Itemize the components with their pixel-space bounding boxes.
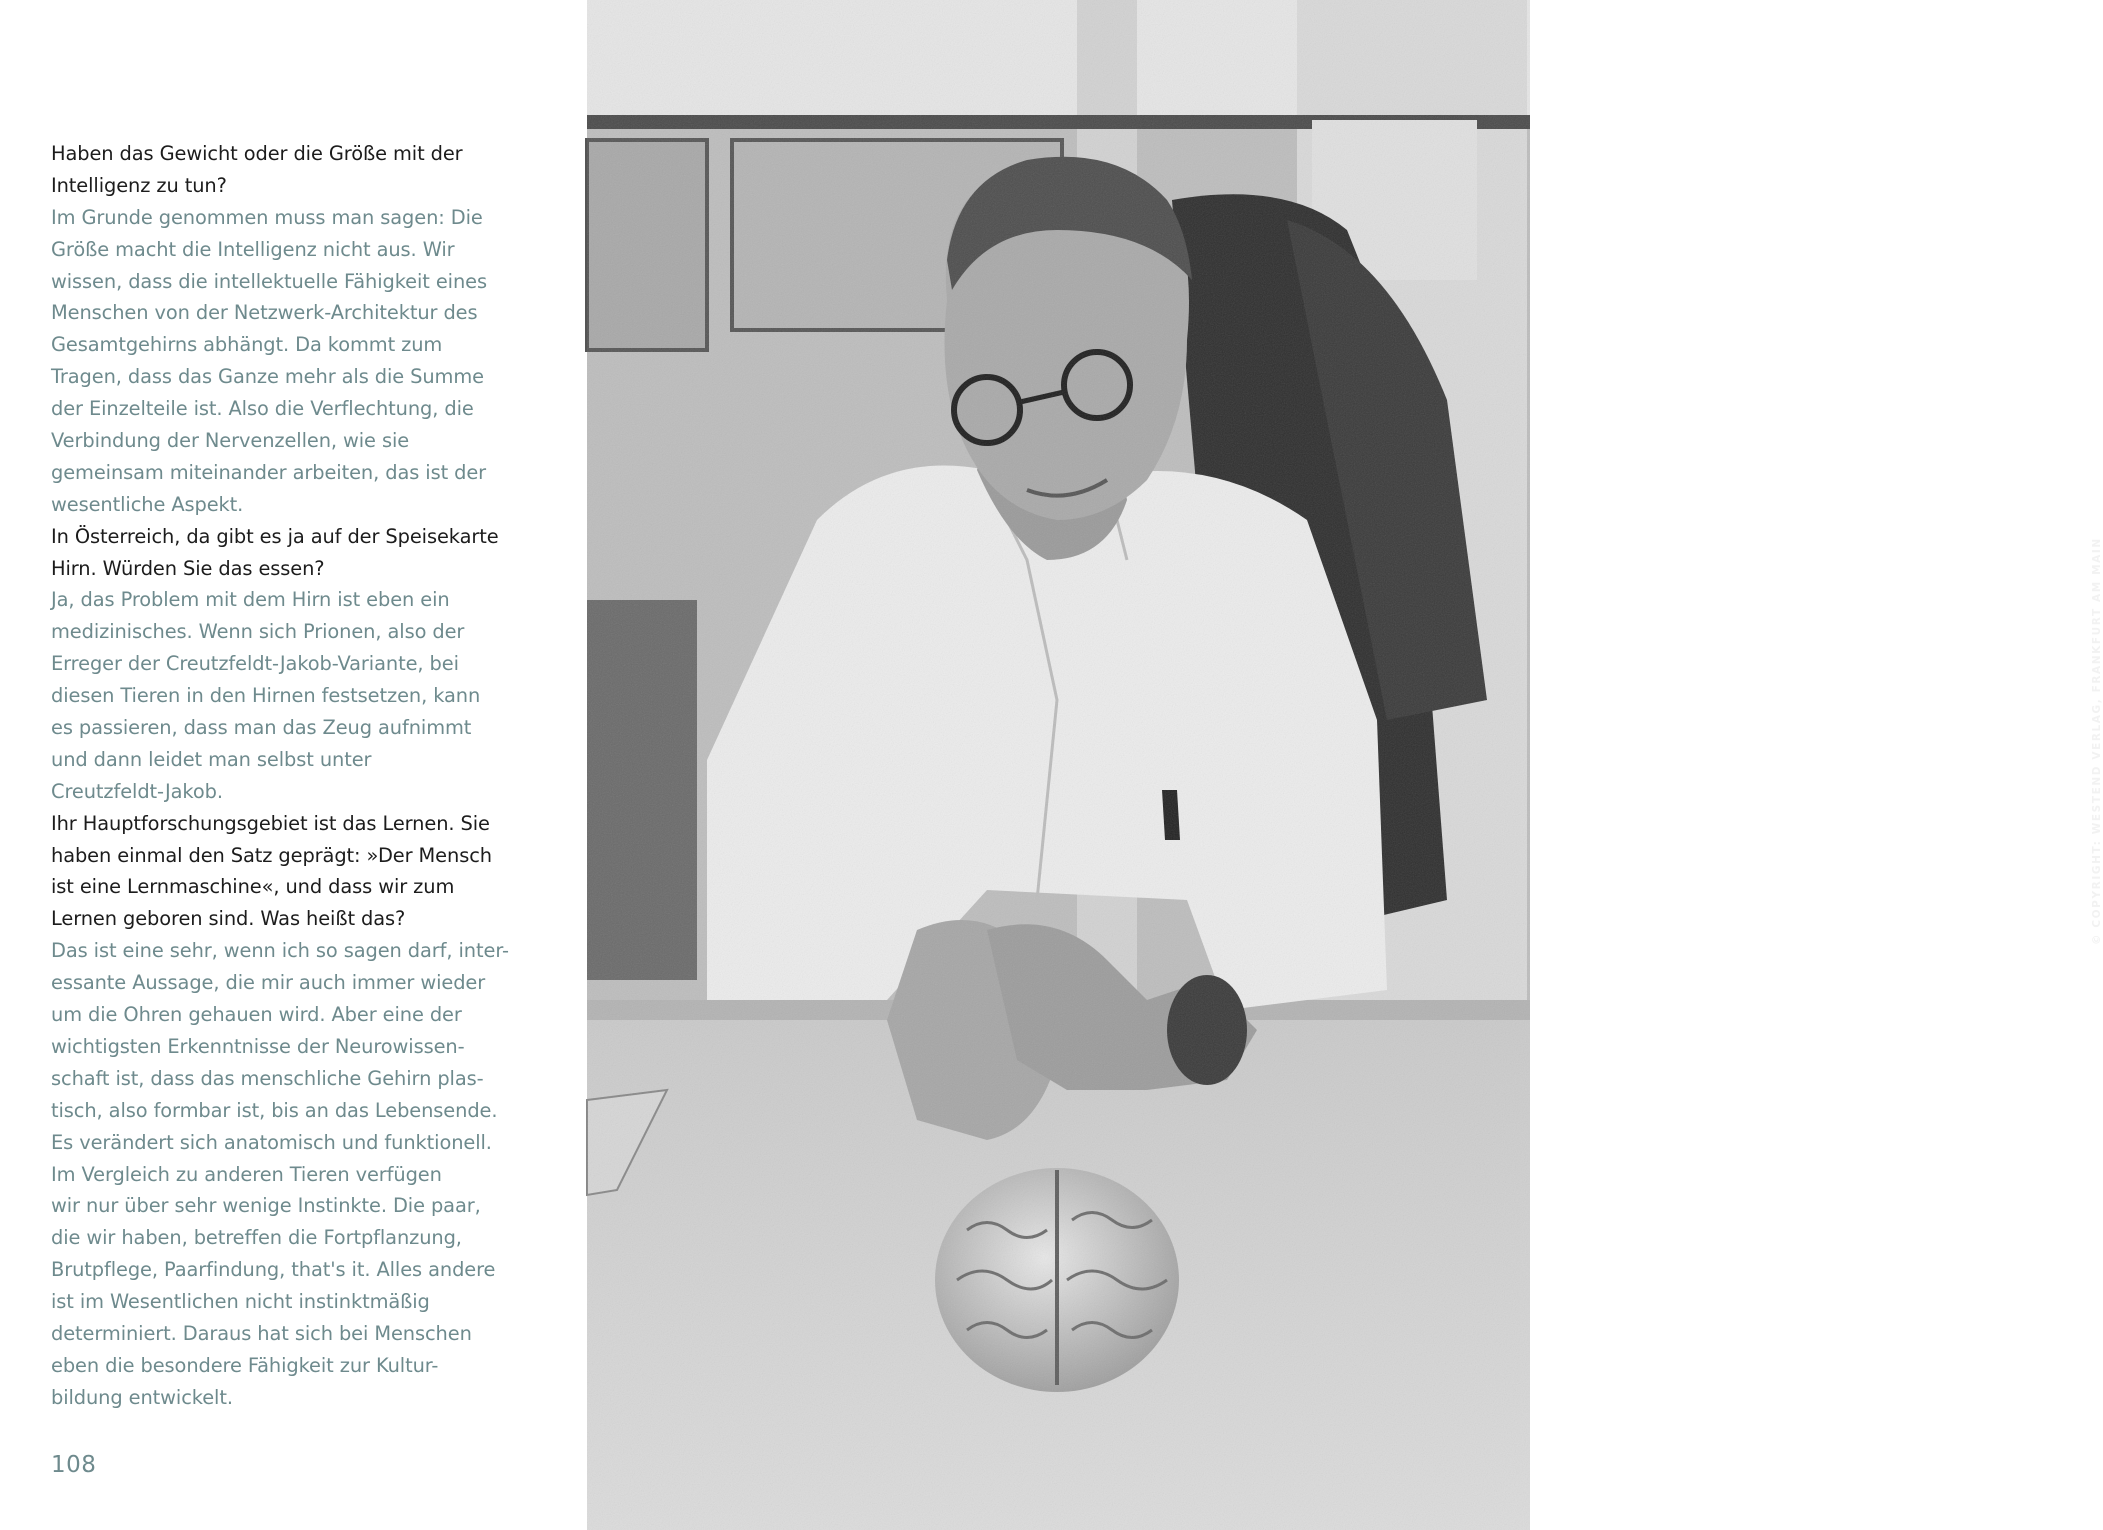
answer-line: wichtigsten Erkenntnisse der Neurowissen- — [51, 1034, 465, 1058]
answer-line: Im Grunde genommen muss man sagen: Die — [51, 205, 483, 229]
answer-line: bildung entwickelt. — [51, 1385, 233, 1409]
answer-line: diesen Tieren in den Hirnen festsetzen, kann — [51, 684, 481, 708]
answer-line: um die Ohren gehauen wird. Aber eine der — [51, 1003, 462, 1027]
answer-line: Brutpflege, Paarfindung, that's it. Alles andere — [51, 1258, 496, 1282]
answer-line: Creutzfeldt-Jakob. — [51, 779, 223, 803]
question-line: Haben das Gewicht oder die Größe mit der — [51, 142, 463, 165]
answer-line: Es verändert sich anatomisch und funktionell. — [51, 1130, 492, 1154]
answer-line: eben die besondere Fähigkeit zur Kultur- — [51, 1353, 439, 1377]
answer-line: essante Aussage, die mir auch immer wieder — [51, 971, 486, 995]
question-line: Ihr Hauptforschungsgebiet ist das Lernen. Sie — [51, 811, 490, 835]
question-line: In Österreich, da gibt es ja auf der Speisekarte — [51, 524, 499, 548]
answer-line: Das ist eine sehr, wenn ich so sagen darf, inter- — [51, 939, 509, 963]
photo-illustration — [587, 0, 1530, 1530]
answer-line: determiniert. Daraus hat sich bei Menschen — [51, 1321, 472, 1345]
answer-line: medizinisches. Wenn sich Prionen, also der — [51, 620, 465, 644]
question-line: Intelligenz zu tun? — [51, 173, 227, 197]
answer-line: und dann leidet man selbst unter — [51, 747, 372, 771]
portrait-photo — [587, 0, 2103, 1530]
question-line: ist eine Lernmaschine«, und dass wir zum — [51, 875, 455, 899]
question-line: haben einmal den Satz geprägt: »Der Mensch — [51, 843, 492, 867]
answer-line: wesentliche Aspekt. — [51, 492, 244, 516]
answer-line: Tragen, dass das Ganze mehr als die Summe — [51, 365, 484, 389]
question-line: Hirn. Würden Sie das essen? — [51, 556, 325, 580]
answer-line: Gesamtgehirns abhängt. Da kommt zum — [51, 333, 443, 357]
answer-line: wir nur über sehr wenige Instinkte. Die paar, — [51, 1194, 481, 1218]
answer-line: die wir haben, betreffen die Fortpflanzung, — [51, 1226, 462, 1250]
answer-line: Ja, das Problem mit dem Hirn ist eben ein — [51, 588, 450, 612]
answer-line: gemeinsam miteinander arbeiten, das ist der — [51, 460, 487, 484]
answer-line: ist im Wesentlichen nicht instinktmäßig — [51, 1290, 430, 1314]
interview-text — [51, 138, 509, 1414]
answer-line: Menschen von der Netzwerk-Architektur des — [51, 301, 478, 325]
answer-line: wissen, dass die intellektuelle Fähigkeit eines — [51, 269, 487, 293]
answer-line: tisch, also formbar ist, bis an das Lebensende. — [51, 1098, 498, 1122]
answer-line: schaft ist, dass das menschliche Gehirn plas- — [51, 1066, 484, 1090]
answer-line: es passieren, dass man das Zeug aufnimmt — [51, 716, 472, 740]
answer-line: Größe macht die Intelligenz nicht aus. Wir — [51, 237, 455, 261]
photo-credit: © COPYRIGHT: WESTEND VERLAG, FRANKFURT AM MAIN — [2091, 537, 2103, 945]
answer-line: Erreger der Creutzfeldt-Jakob-Variante, bei — [51, 652, 459, 676]
answer-line: der Einzelteile ist. Also die Verflechtung, die — [51, 397, 474, 421]
answer-line: Im Vergleich zu anderen Tieren verfügen — [51, 1162, 442, 1186]
question-line: Lernen geboren sind. Was heißt das? — [51, 907, 406, 931]
page-number: 108 — [51, 1452, 97, 1478]
answer-line: Verbindung der Nervenzellen, wie sie — [51, 429, 410, 453]
